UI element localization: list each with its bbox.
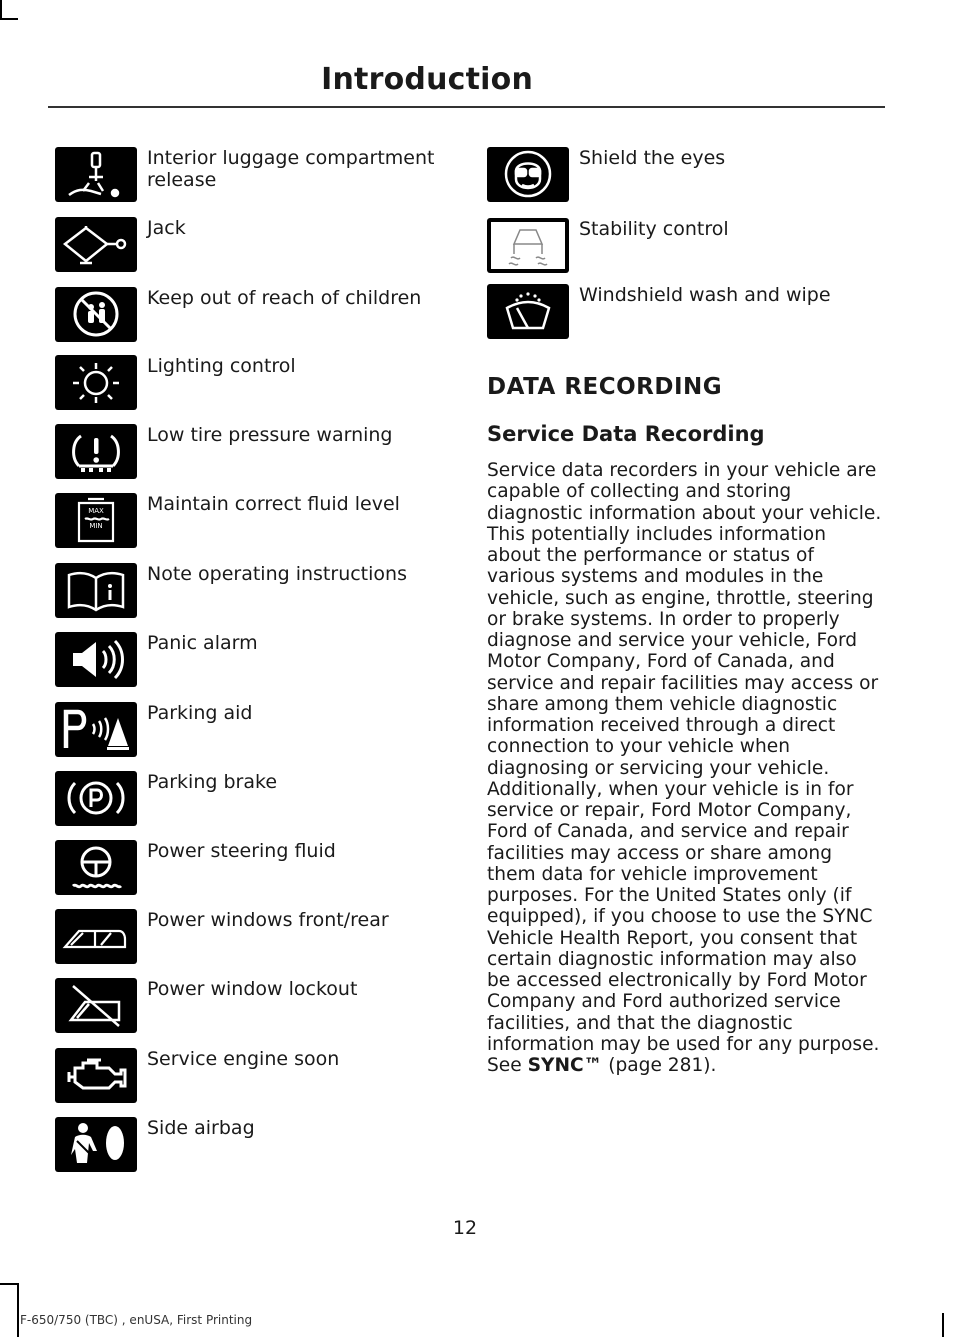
crop-mark [0,0,2,18]
crop-mark [17,1283,19,1337]
symbol-label: Side airbag [147,1117,255,1139]
section-subheading: Service Data Recording [487,422,765,446]
symbol-label: Parking aid [147,702,253,724]
min-mark: MIN [89,522,103,530]
operating-instructions-icon [55,563,137,618]
keep-away-children-icon [55,287,137,342]
window-lockout-icon [55,978,137,1033]
symbol-label: Keep out of reach of children [147,287,422,309]
crop-mark [0,1283,18,1285]
page-number: 12 [452,1217,478,1239]
footer-text: F-650/750 (TBC) , enUSA, First Printing [20,1313,253,1327]
symbol-label: Windshield wash and wipe [579,284,831,306]
power-windows-icon [55,909,137,964]
symbol-label: Power steering fluid [147,840,336,862]
parking-brake-icon [55,771,137,826]
crop-mark [942,1313,944,1337]
lighting-control-icon [55,355,137,410]
symbol-label: Lighting control [147,355,296,377]
body-paragraph: Service data recorders in your vehicle are capable of collecting and storing diagnostic information about your vehicle. This potentially includes information about the performance or status of various systems and modules in the vehicle, such as engine, throttle, steering or brake systems. In order to properly diagnose and service your vehicle, Ford Motor Company, Ford of Canada, and service and repair facilities may access or share among them vehicle diagnostic information received through a direct connection to your vehicle when diagnosing or servicing your vehicle. Additionally, when your vehicle is in for service or repair, Ford Motor Company, Ford of Canada, and service and repair facilities may access or share among them data for vehicle improvement purposes. For the United States only (if equipped), if you choose to use the SYNC Vehicle Health Report, you consent that certain diagnostic information may also be accessed electronically by Ford Motor Company and Ford authorized service facilities, and that the diagnostic information may be used for any purpose. See SYNC™ (page 281). [487,460,882,1076]
symbol-label: Low tire pressure warning [147,424,393,446]
symbol-label: Panic alarm [147,632,258,654]
symbol-label: Maintain correct fluid level [147,493,400,515]
symbol-label: Parking brake [147,771,278,793]
fluid-level-icon [55,493,137,548]
symbol-label: Note operating instructions [147,563,407,585]
header-divider [48,106,885,108]
stability-control-icon [487,218,569,273]
symbol-label: Service engine soon [147,1048,340,1070]
symbol-label: Interior luggage compartment release [147,147,435,191]
service-engine-icon [55,1048,137,1103]
symbol-label: Stability control [579,218,729,240]
symbol-label: Power windows front/rear [147,909,389,931]
power-steering-fluid-icon [55,840,137,895]
low-tire-pressure-icon [55,424,137,479]
max-mark: MAX [88,507,104,515]
sync-link[interactable]: SYNC™ [527,1055,603,1076]
panic-alarm-icon [55,632,137,687]
symbol-label: Shield the eyes [579,147,726,169]
parking-aid-icon [55,702,137,757]
symbol-label: Jack [147,217,186,239]
crop-mark [0,18,18,20]
side-airbag-icon [55,1117,137,1172]
shield-eyes-icon [487,147,569,202]
section-heading: DATA RECORDING [487,374,723,400]
windshield-wash-wipe-icon [487,284,569,339]
symbol-label: Power window lockout [147,978,358,1000]
luggage-release-icon [55,147,137,202]
jack-icon [55,217,137,272]
